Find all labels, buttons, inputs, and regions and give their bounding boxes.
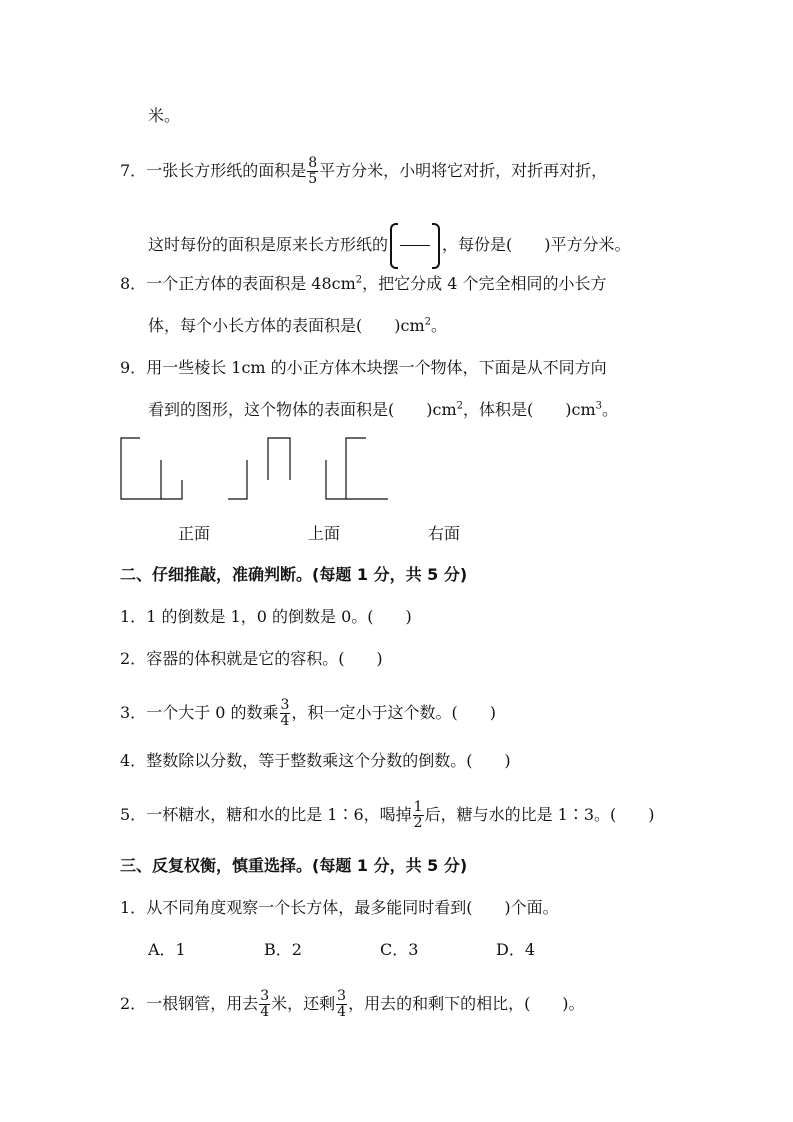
- question-text: ，积一定小于这个数。( ): [291, 703, 496, 722]
- fraction: [280, 698, 291, 729]
- question-number: 7．: [120, 161, 147, 180]
- fraction: [259, 989, 270, 1020]
- fraction-denominator: 4: [280, 713, 290, 729]
- fraction-denominator: 5: [308, 171, 318, 187]
- question-text: 平方分米，小明将它对折，对折再对折，: [319, 161, 608, 180]
- question-number: 5．: [120, 805, 147, 824]
- superscript: 2: [355, 274, 363, 286]
- judge-item-2: [120, 647, 383, 671]
- top-view-label: 上面: [308, 524, 341, 543]
- question-number: 2．: [120, 994, 147, 1013]
- question-number: 8．: [120, 274, 147, 293]
- question-text: 一个大于 0 的数乘: [146, 703, 279, 722]
- superscript: 2: [424, 316, 431, 328]
- question-text: 用一些棱长 1cm 的小正方体木块摆一个物体，下面是从不同方向: [146, 358, 607, 377]
- question-number: 1．: [120, 607, 147, 626]
- question-text: 这时每份的面积是原来长方形纸的: [148, 235, 389, 254]
- choice-question-2: [120, 989, 585, 1020]
- section-2-title: 二、仔细推敲，准确判断。(每题 1 分，共 5 分): [120, 565, 468, 584]
- right-view-label: 右面: [428, 524, 461, 543]
- question-text: 一个正方体的表面积是 48cm: [146, 274, 356, 293]
- question-text: 。: [602, 400, 619, 419]
- option-a[interactable]: A．1: [148, 940, 186, 959]
- fraction: [336, 989, 347, 1020]
- superscript: 2: [456, 400, 463, 412]
- judge-item-1: [120, 605, 412, 629]
- option-b[interactable]: B．2: [264, 940, 302, 959]
- question-number: 9．: [120, 358, 147, 377]
- previous-answer-tail: 米。: [148, 106, 181, 125]
- fraction-numerator: 3: [260, 988, 270, 1004]
- option-d[interactable]: D．4: [496, 940, 536, 959]
- question-number: 3．: [120, 703, 147, 722]
- fraction-numerator: 3: [280, 697, 290, 713]
- fraction-denominator: 4: [337, 1004, 347, 1020]
- question-text: 一杯糖水，糖和水的比是 1∶6，喝掉: [146, 805, 412, 824]
- front-view-figure: [121, 438, 182, 499]
- question-number: 2．: [120, 649, 147, 668]
- fraction-numerator: 8: [308, 155, 318, 171]
- fraction-numerator: 3: [337, 988, 347, 1004]
- right-view-figure: [326, 438, 388, 499]
- judge-item-5: [120, 800, 655, 831]
- question-text: ，用去的和剩下的相比，( )。: [348, 994, 585, 1013]
- question-text: 整数除以分数，等于整数乘这个分数的倒数。( ): [146, 751, 511, 770]
- fraction: [413, 800, 424, 831]
- question-text: 容器的体积就是它的容积。( ): [146, 649, 383, 668]
- fraction-denominator: 4: [260, 1004, 270, 1020]
- question-text: 看到的图形，这个物体的表面积是( )cm: [148, 400, 457, 419]
- fraction-denominator: 2: [413, 815, 423, 831]
- question-text: 从不同角度观察一个长方体，最多能同时看到( )个面。: [146, 898, 559, 917]
- question-text: 体，每个小长方体的表面积是( )cm: [148, 316, 425, 335]
- question-text: 一张长方形纸的面积是: [146, 161, 307, 180]
- question-text: ，每份是( )平方分米。: [442, 235, 631, 254]
- section-3-title: 三、反复权衡，慎重选择。(每题 1 分，共 5 分): [120, 856, 468, 875]
- question-number: 1．: [120, 898, 147, 917]
- option-c[interactable]: C．3: [380, 940, 419, 959]
- question-text: 。: [431, 316, 448, 335]
- question-text: 米，还剩: [271, 994, 336, 1013]
- judge-item-4: [120, 749, 511, 773]
- question-text: 一根钢管，用去: [146, 994, 259, 1013]
- fraction-numerator: 1: [413, 799, 423, 815]
- question-number: 4．: [120, 751, 147, 770]
- question-text: ，把它分成 4 个完全相同的小长方: [362, 274, 607, 293]
- judge-item-3: [120, 698, 496, 729]
- superscript: 3: [595, 400, 602, 412]
- question-text: 1 的倒数是 1，0 的倒数是 0。( ): [146, 607, 412, 626]
- question-text: 后，糖与水的比是 1∶3。( ): [424, 805, 655, 824]
- choice-question-1: [120, 896, 559, 920]
- question-text: ，体积是( )cm: [463, 400, 596, 419]
- front-view-label: 正面: [178, 524, 211, 543]
- top-view-figure: [228, 438, 290, 499]
